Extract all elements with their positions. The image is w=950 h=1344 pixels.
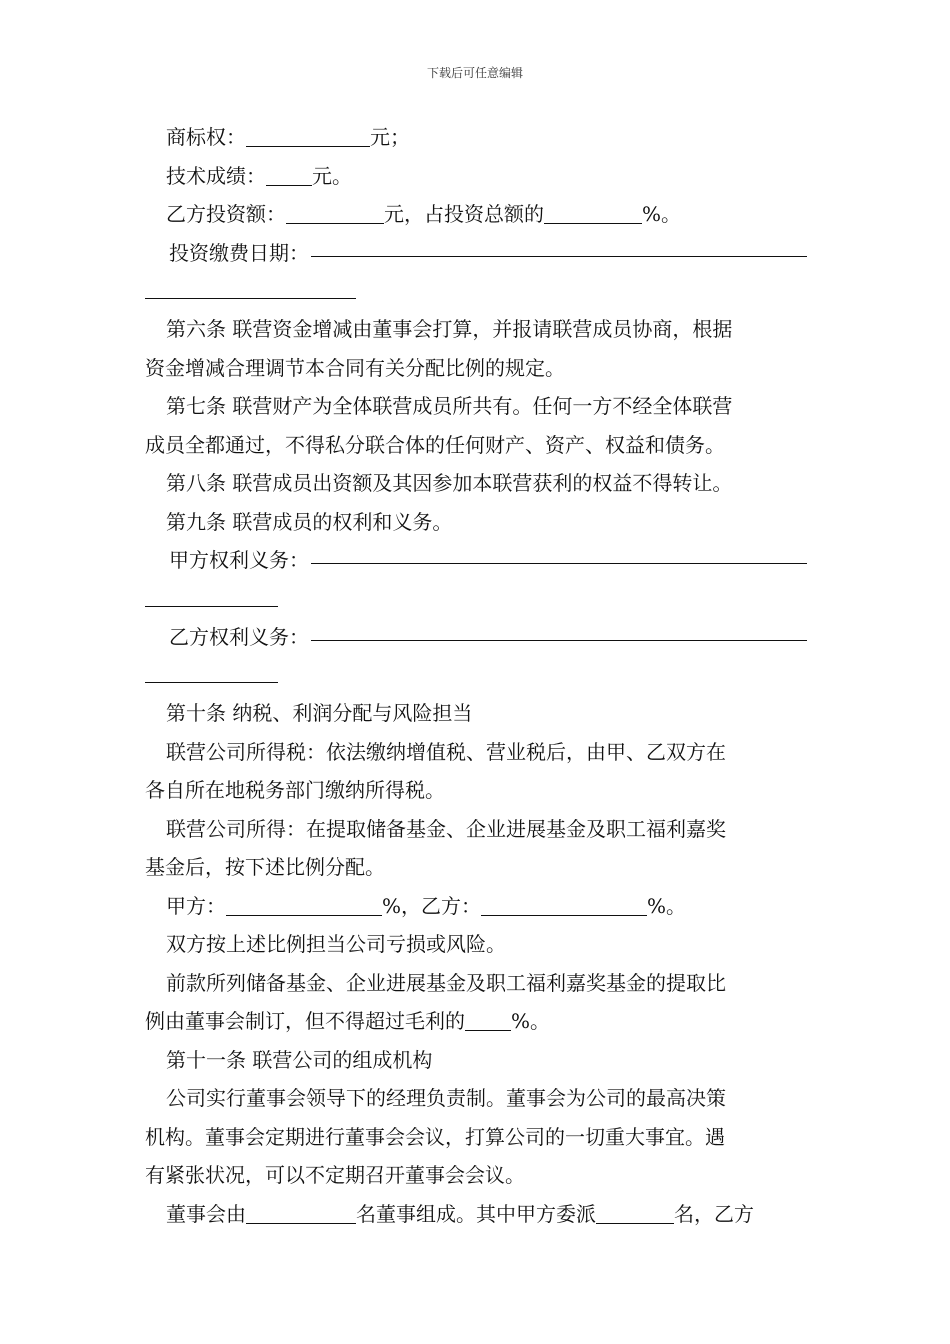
invest-label: 乙方投资额： xyxy=(166,202,286,226)
tech-label: 技术成绩： xyxy=(166,163,266,188)
income-line-2: 基金后，按下述比例分配。 xyxy=(145,855,385,879)
invest-amount-blank[interactable] xyxy=(286,199,384,224)
board-members-text-1: 董事会由 xyxy=(166,1201,246,1226)
invest-text: 元，占投资总额的 xyxy=(384,202,544,226)
board-members-line xyxy=(145,1195,807,1234)
ratio-b-label: %，乙方： xyxy=(382,893,482,918)
pay-date-blank-2[interactable] xyxy=(145,297,356,299)
party-b-rights-label: 乙方权利义务： xyxy=(169,624,309,649)
tax-line-1: 联营公司所得税：依法缴纳增值税、营业税后，由甲、乙双方在 xyxy=(166,739,726,764)
party-a-rights-continuation xyxy=(145,580,807,618)
party-b-rights-blank-2[interactable] xyxy=(145,681,278,683)
trademark-blank[interactable] xyxy=(246,122,370,147)
pay-date-blank[interactable] xyxy=(311,234,807,257)
article-7-line-2: 成员全都通过，不得私分联合体的任何财产、资产、权益和债务。 xyxy=(145,432,725,457)
party-a-rights-line xyxy=(145,541,807,580)
ratio-line xyxy=(145,887,807,926)
ratio-a-label: 甲方： xyxy=(166,893,226,918)
article-7-line-1: 第七条 联营财产为全体联营成员所共有。任何一方不经全体联营 xyxy=(166,394,733,418)
fund-percent-blank[interactable] xyxy=(465,1006,511,1031)
board-line-1: 公司实行董事会领导下的经理负责制。董事会为公司的最高决策 xyxy=(166,1086,726,1110)
trademark-label: 商标权： xyxy=(166,125,246,149)
article-6-line-2: 资金增减合理调节本合同有关分配比例的规定。 xyxy=(145,355,565,380)
pay-date-line xyxy=(145,234,807,273)
board-members-text-2: 名董事组成。其中甲方委派 xyxy=(356,1201,596,1226)
article-10: 第十条 纳税、利润分配与风险担当 xyxy=(166,701,473,725)
invest-percent-blank[interactable] xyxy=(544,199,642,224)
board-size-blank[interactable] xyxy=(246,1199,356,1224)
party-a-rights-label: 甲方权利义务： xyxy=(169,548,309,572)
board-members-text-3: 名，乙方 xyxy=(674,1201,754,1226)
income-line-1: 联营公司所得：在提取储备基金、企业进展基金及职工福利嘉奖 xyxy=(166,816,726,841)
article-9: 第九条 联营成员的权利和义务。 xyxy=(166,509,453,534)
party-b-rights-blank[interactable] xyxy=(311,618,807,641)
tech-unit: 元。 xyxy=(312,163,352,188)
party-b-rights-continuation xyxy=(145,656,807,694)
trademark-unit: 元； xyxy=(370,125,410,149)
trademark-line xyxy=(145,118,807,157)
pay-date-continuation xyxy=(145,272,807,310)
article-6-line-1: 第六条 联营资金增减由董事会打算，并报请联营成员协商，根据 xyxy=(166,317,733,341)
party-a-rights-blank[interactable] xyxy=(311,541,807,564)
party-b-rights-line xyxy=(145,618,807,657)
risk-line: 双方按上述比例担当公司亏损或风险。 xyxy=(166,932,506,956)
pay-date-label: 投资缴费日期： xyxy=(169,240,309,265)
ratio-a-blank[interactable] xyxy=(226,891,382,916)
fund-line-1: 前款所列储备基金、企业进展基金及职工福利嘉奖基金的提取比 xyxy=(166,970,726,995)
ratio-b-blank[interactable] xyxy=(481,891,647,916)
board-line-3: 有紧张状况，可以不定期召开董事会会议。 xyxy=(145,1163,525,1187)
article-11: 第十一条 联营公司的组成机构 xyxy=(166,1047,433,1072)
invest-line xyxy=(145,195,807,234)
party-a-directors-blank[interactable] xyxy=(596,1199,674,1224)
ratio-unit: %。 xyxy=(647,893,687,918)
fund-percent-unit: %。 xyxy=(511,1009,551,1033)
tech-line xyxy=(145,157,807,196)
fund-text: 例由董事会制订，但不得超过毛利的 xyxy=(145,1009,465,1033)
fund-line-2 xyxy=(145,1002,807,1041)
article-8: 第八条 联营成员出资额及其因参加本联营获利的权益不得转让。 xyxy=(166,471,733,495)
tax-line-2: 各自所在地税务部门缴纳所得税。 xyxy=(145,778,445,802)
page-header: 下载后可任意编辑 xyxy=(426,66,523,80)
tech-blank[interactable] xyxy=(266,161,312,186)
party-a-rights-blank-2[interactable] xyxy=(145,605,278,607)
invest-percent-unit: %。 xyxy=(642,202,682,226)
board-line-2: 机构。董事会定期进行董事会会议，打算公司的一切重大事宜。遇 xyxy=(145,1124,725,1149)
document-body xyxy=(145,118,807,1233)
